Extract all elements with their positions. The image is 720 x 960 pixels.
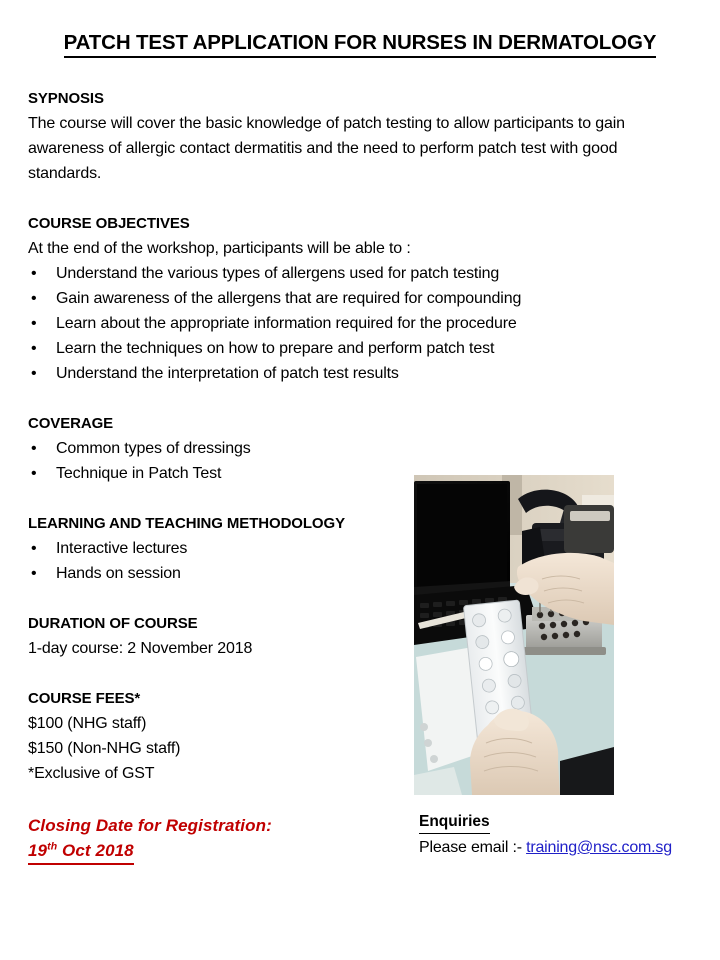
methodology-heading: LEARNING AND TEACHING METHODOLOGY [28, 515, 345, 532]
enquiries-email-link[interactable]: training@nsc.com.sg [526, 839, 672, 856]
list-item [28, 336, 688, 361]
enquiries-line [419, 836, 709, 860]
coverage-heading: COVERAGE [28, 415, 114, 432]
bullet-icon: • [31, 465, 37, 482]
list-item-label: Understand the interpretation of patch test results [56, 365, 399, 382]
page-title [0, 31, 720, 55]
synopsis-body: The course will cover the basic knowledge of patch testing to allow participants to gain awareness of allergic contact dermatitis and the need to perform patch test with good standards. [28, 115, 625, 182]
list-item [28, 261, 688, 286]
closing-date-block [28, 813, 388, 865]
bullet-icon: • [31, 365, 37, 382]
duration-body: 1-day course: 2 November 2018 [28, 640, 253, 657]
spacer [28, 386, 688, 411]
enquiries-prefix: Please email :- [419, 839, 527, 856]
list-item-label: Interactive lectures [56, 540, 188, 557]
patch-test-photo [414, 475, 614, 795]
photo-illustration [414, 475, 614, 795]
list-item [28, 361, 688, 386]
objectives-heading: COURSE OBJECTIVES [28, 215, 190, 232]
objectives-intro: At the end of the workshop, participants will be able to : [28, 240, 411, 257]
closing-date-month-year: Oct 2018 [57, 841, 134, 860]
list-item [28, 286, 688, 311]
enquiries-block [419, 810, 709, 860]
list-item-label: Hands on session [56, 565, 181, 582]
list-item [28, 436, 688, 461]
spacer [28, 186, 688, 211]
duration-heading: DURATION OF COURSE [28, 615, 198, 632]
bullet-icon: • [31, 290, 37, 307]
fees-non-nhg: $150 (Non-NHG staff) [28, 740, 181, 757]
fees-heading: COURSE FEES* [28, 690, 141, 707]
list-item-label: Learn the techniques on how to prepare and perform patch test [56, 340, 495, 357]
closing-date-label: Closing Date for Registration: [28, 816, 272, 835]
closing-date-value [28, 838, 134, 865]
objectives-list [28, 261, 688, 386]
bullet-icon: • [31, 340, 37, 357]
list-item-label: Common types of dressings [56, 440, 251, 457]
bullet-icon: • [31, 540, 37, 557]
list-item-label: Technique in Patch Test [56, 465, 222, 482]
list-item-label: Learn about the appropriate information required for the procedure [56, 315, 517, 332]
closing-date-value-row [28, 838, 388, 865]
page-title-text: PATCH TEST APPLICATION FOR NURSES IN DERMATOLOGY [64, 31, 657, 58]
section-synopsis [28, 86, 688, 186]
closing-date-day: 19 [28, 841, 48, 860]
fees-nhg: $100 (NHG staff) [28, 715, 147, 732]
closing-date-day-suffix: th [47, 840, 58, 853]
section-objectives [28, 211, 688, 386]
bullet-icon: • [31, 440, 37, 457]
enquiries-heading: Enquiries [419, 810, 490, 834]
list-item-label: Gain awareness of the allergens that are required for compounding [56, 290, 522, 307]
list-item [28, 311, 688, 336]
bullet-icon: • [31, 565, 37, 582]
list-item-label: Understand the various types of allergens used for patch testing [56, 265, 500, 282]
synopsis-heading: SYPNOSIS [28, 90, 104, 107]
enquiries-heading-row [419, 810, 709, 834]
fees-gst-note: *Exclusive of GST [28, 765, 155, 782]
bullet-icon: • [31, 265, 37, 282]
bullet-icon: • [31, 315, 37, 332]
